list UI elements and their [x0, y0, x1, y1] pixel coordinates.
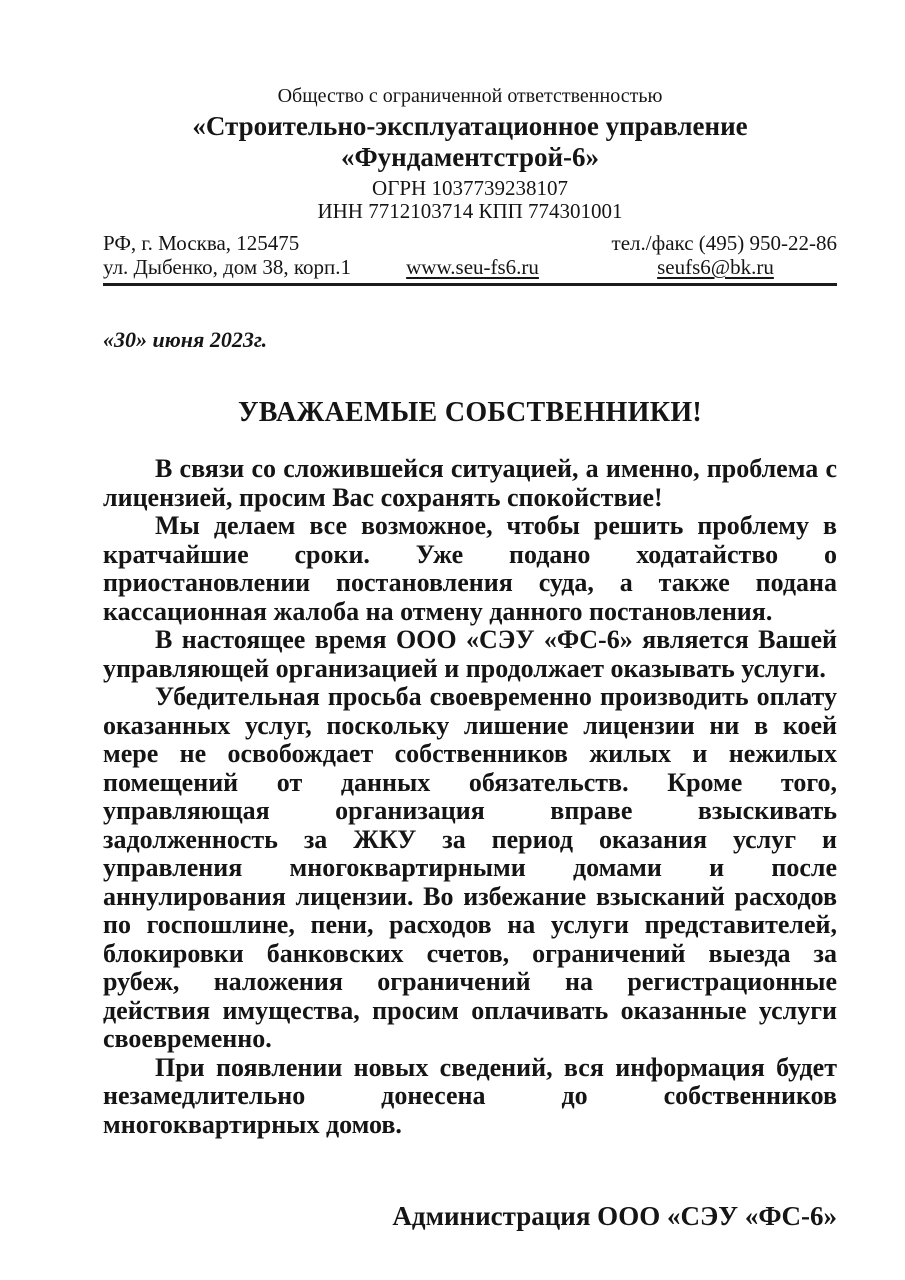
- contacts-row-2: [103, 255, 837, 279]
- company-name: [103, 111, 837, 173]
- inn-kpp-line: ИНН 7712103714 КПП 774301001: [317, 199, 623, 223]
- paragraph: Убедительная просьба своевременно производить оплату оказанных услуг, поскольку лишение лицензии ни в коей мере не освобождает собственников жилых и нежилых помещений от данных обязательств. Кроме того, управляющая организация вправе взыскивать задолженность за ЖКУ за период оказания услуг и управления многоквартирными домами и после аннулирования лицензии. Во избежание взысканий расходов по госпошлине, пени, расходов на услуги представителей, блокировки банковских счетов, ограничений выезда за рубеж, наложения ограничений на регистрационные действия имущества, просим оплачивать оказанные услуги своевременно.: [103, 682, 837, 1053]
- company-name-line2: «Фундаментстрой-6»: [340, 142, 600, 172]
- letter-date: «30» июня 2023г.: [103, 327, 268, 352]
- email-cell: [594, 255, 837, 279]
- website-cell: [351, 255, 594, 279]
- paragraph: В связи со сложившейся ситуацией, а именно, проблема с лицензией, просим Вас сохранять спокойствие!: [103, 454, 837, 512]
- email-link: seufs6@bk.ru: [657, 255, 774, 279]
- ogrn-line: ОГРН 1037739238107: [372, 176, 568, 200]
- address-city: РФ, г. Москва, 125475: [103, 231, 300, 255]
- phone-fax: тел./факс (495) 950-22-86: [611, 231, 837, 255]
- header-divider-rule: [103, 283, 837, 286]
- letterhead: [103, 84, 837, 286]
- address-street: ул. Дыбенко, дом 38, корп.1: [103, 255, 352, 279]
- paragraph: При появлении новых сведений, вся информация будет незамедлительно донесена до собственников многоквартирных домов.: [103, 1052, 837, 1139]
- contacts-block: [103, 231, 837, 279]
- paragraph: В настоящее время ООО «СЭУ «ФС-6» является Вашей управляющей организацией и продолжает оказывать услуги.: [103, 625, 837, 683]
- signature-line: Администрация ООО «СЭУ «ФС-6»: [392, 1201, 837, 1231]
- paragraph: Мы делаем все возможное, чтобы решить проблему в кратчайшие сроки. Уже подано ходатайство о приостановлении постановления суда, а также подана кассационная жалоба на отмену данного постановления.: [103, 511, 837, 626]
- letter-title: УВАЖАЕМЫЕ СОБСТВЕННИКИ!: [237, 397, 703, 428]
- org-type-line: Общество с ограниченной ответственностью: [277, 85, 663, 107]
- letter-body: [103, 455, 837, 1139]
- website-link: www.seu-fs6.ru: [406, 255, 539, 279]
- company-name-line1: «Строительно-эксплуатационное управление: [192, 111, 748, 141]
- contacts-row-1: [103, 231, 837, 255]
